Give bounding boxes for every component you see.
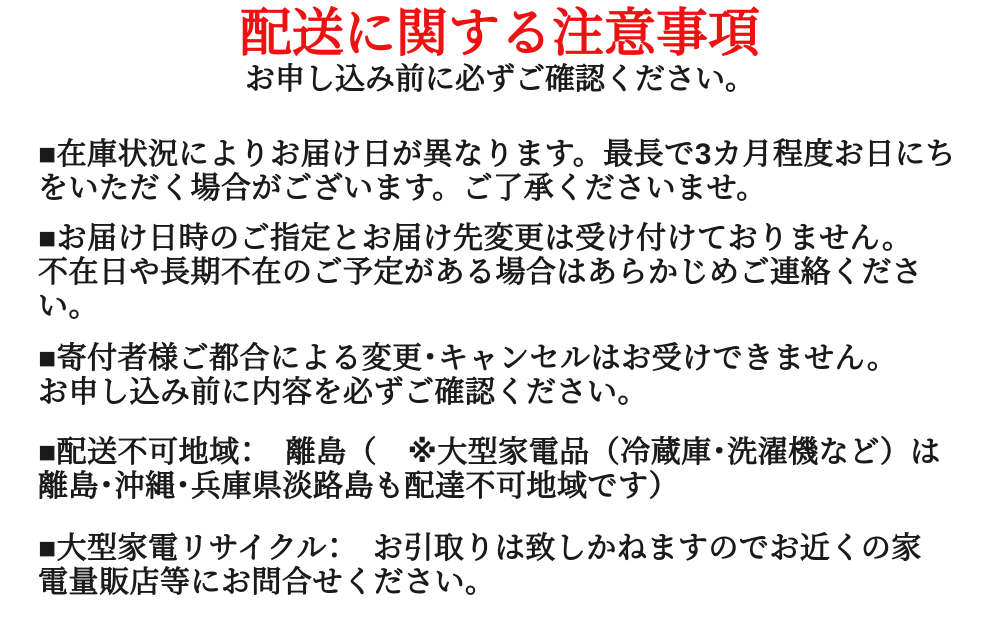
notice-line: ■大型家電リサイクル： お引取りは致しかねますのでお近くの家 bbox=[38, 532, 922, 565]
notice-item-delivery-date bbox=[38, 222, 990, 324]
notice-line: お申し込み前に内容を必ずご確認ください。 bbox=[38, 376, 648, 409]
page-title: 配送に関する注意事項 bbox=[239, 5, 760, 63]
notice-line: ■寄付者様ご都合による変更･キャンセルはお受けできません。 bbox=[38, 342, 898, 375]
notice-line: い。 bbox=[38, 290, 99, 323]
notice-line: ■在庫状況によりお届け日が異なります。最長で3カ月程度お日にち bbox=[38, 138, 956, 171]
notice-line: ■配送不可地域： 離島（ ※大型家電品（冷蔵庫･洗濯機など）は bbox=[38, 436, 941, 469]
notice-line: 不在日や長期不在のご予定がある場合はあらかじめご連絡くださ bbox=[38, 256, 923, 289]
notice-list bbox=[0, 138, 1000, 600]
notice-line: 離島･沖縄･兵庫県淡路島も配達不可地域です） bbox=[38, 470, 679, 503]
notice-line: をいただく場合がございます。ご了承くださいませ。 bbox=[38, 172, 767, 205]
notice-item-stock-status bbox=[38, 138, 990, 206]
notice-line: 電量販店等にお問合せください。 bbox=[38, 566, 496, 599]
notice-item-cancellation bbox=[38, 342, 990, 410]
notice-item-appliance-recycle bbox=[38, 532, 990, 600]
notice-line: ■お届け日時のご指定とお届け先変更は受け付けておりません。 bbox=[38, 222, 913, 255]
notice-item-restricted-areas bbox=[38, 436, 990, 504]
page-subtitle: お申し込み前に必ずご確認ください。 bbox=[245, 63, 755, 96]
